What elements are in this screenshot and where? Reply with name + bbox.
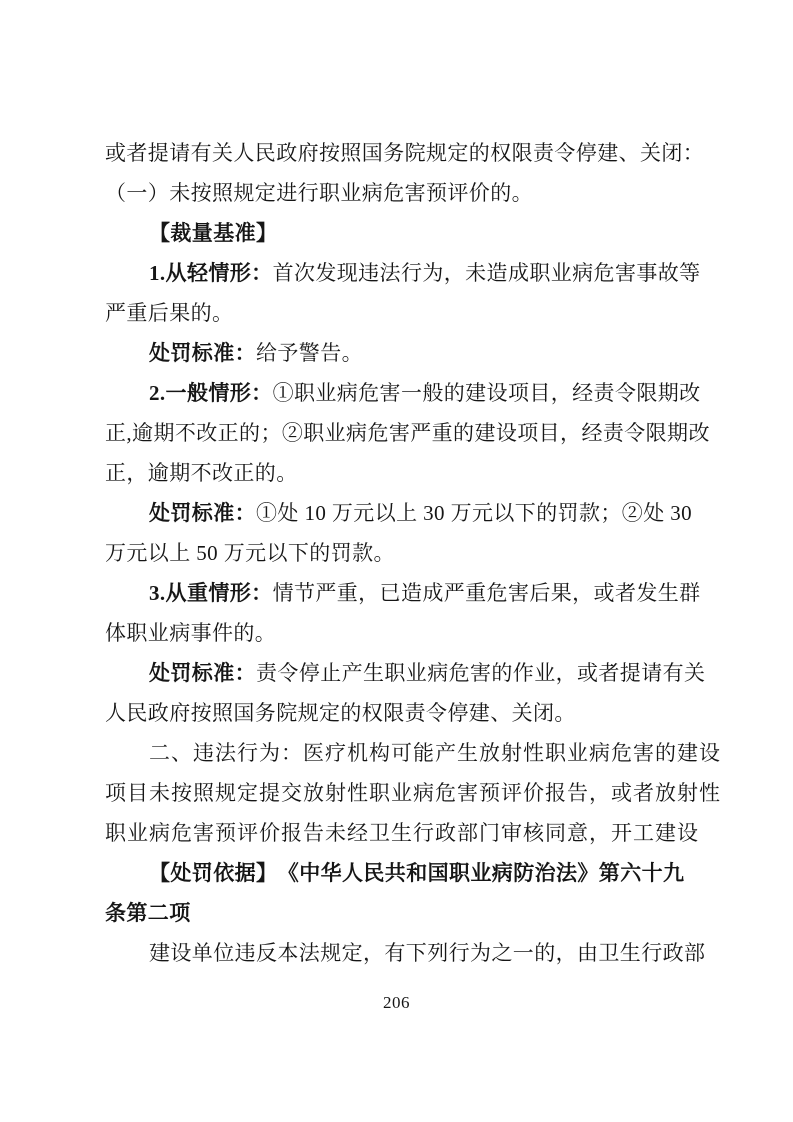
text-segment: 情节严重，已造成严重危害后果，或者发生群 (272, 581, 701, 605)
text-segment: 处罚标准： (149, 341, 256, 365)
text-line-6 (105, 333, 705, 373)
text-segment: 或者提请有关人民政府按照国务院规定的权限责令停建、关闭： (105, 141, 705, 165)
text-segment: 处罚标准： (149, 501, 256, 525)
text-segment: 人民政府按照国务院规定的权限责令停建、关闭。 (105, 701, 576, 725)
text-segment: 万元以上 50 万元以下的罚款。 (105, 541, 395, 565)
text-line-13 (105, 613, 705, 653)
text-segment: 责令停止产生职业病危害的作业，或者提请有关 (256, 661, 706, 685)
text-line-5 (105, 293, 705, 333)
text-line-15 (105, 693, 705, 733)
text-line-19 (105, 853, 705, 893)
text-segment: 项目未按照规定提交放射性职业病危害预评价报告，或者放射性 (105, 781, 721, 805)
text-line-14 (105, 653, 705, 693)
text-line-17 (105, 773, 721, 813)
text-segment: 1.从轻情形： (149, 261, 273, 285)
text-segment: ①职业病危害一般的建设项目，经责令限期改 (272, 381, 701, 405)
text-segment: 给予警告。 (256, 341, 363, 365)
text-line-3 (105, 213, 705, 253)
text-segment: 首次发现违法行为，未造成职业病危害事故等 (272, 261, 701, 285)
text-segment: 严重后果的。 (105, 301, 234, 325)
text-segment: 建设单位违反本法规定，有下列行为之一的，由卫生行政部 (149, 941, 706, 965)
text-line-12 (105, 573, 705, 613)
text-segment: 条第二项 (105, 901, 191, 925)
text-line-10 (105, 493, 705, 533)
text-line-11 (105, 533, 705, 573)
text-line-21 (105, 933, 705, 973)
text-segment: 二、违法行为：医疗机构可能产生放射性职业病危害的建设 (149, 741, 721, 765)
text-segment: 正，逾期不改正的。 (105, 461, 298, 485)
text-line-8 (105, 413, 710, 453)
text-segment: 【处罚依据】 《中华人民共和国职业病防治法》第六十九 (149, 861, 685, 885)
text-line-18 (105, 813, 705, 853)
text-line-4 (105, 253, 705, 293)
text-segment: 3.从重情形： (149, 581, 273, 605)
text-segment: 职业病危害预评价报告未经卫生行政部门审核同意，开工建设 (105, 821, 699, 845)
text-segment: ①处 10 万元以上 30 万元以下的罚款；②处 30 (256, 501, 693, 525)
page-number: 206 (383, 993, 410, 1012)
text-line-16 (105, 733, 721, 773)
text-segment: 处罚标准： (149, 661, 256, 685)
text-segment: 正,逾期不改正的；②职业病危害严重的建设项目，经责令限期改 (105, 421, 710, 445)
text-line-9 (105, 453, 705, 493)
text-segment: 体职业病事件的。 (105, 621, 277, 645)
text-segment: （一）未按照规定进行职业病危害预评价的。 (105, 181, 533, 205)
text-segment: 2.一般情形： (149, 381, 273, 405)
document-body (105, 133, 721, 973)
text-line-2 (105, 173, 705, 213)
text-line-1 (105, 133, 705, 173)
text-line-20 (105, 893, 705, 933)
text-line-7 (105, 373, 705, 413)
text-segment: 【裁量基准】 (149, 221, 278, 245)
